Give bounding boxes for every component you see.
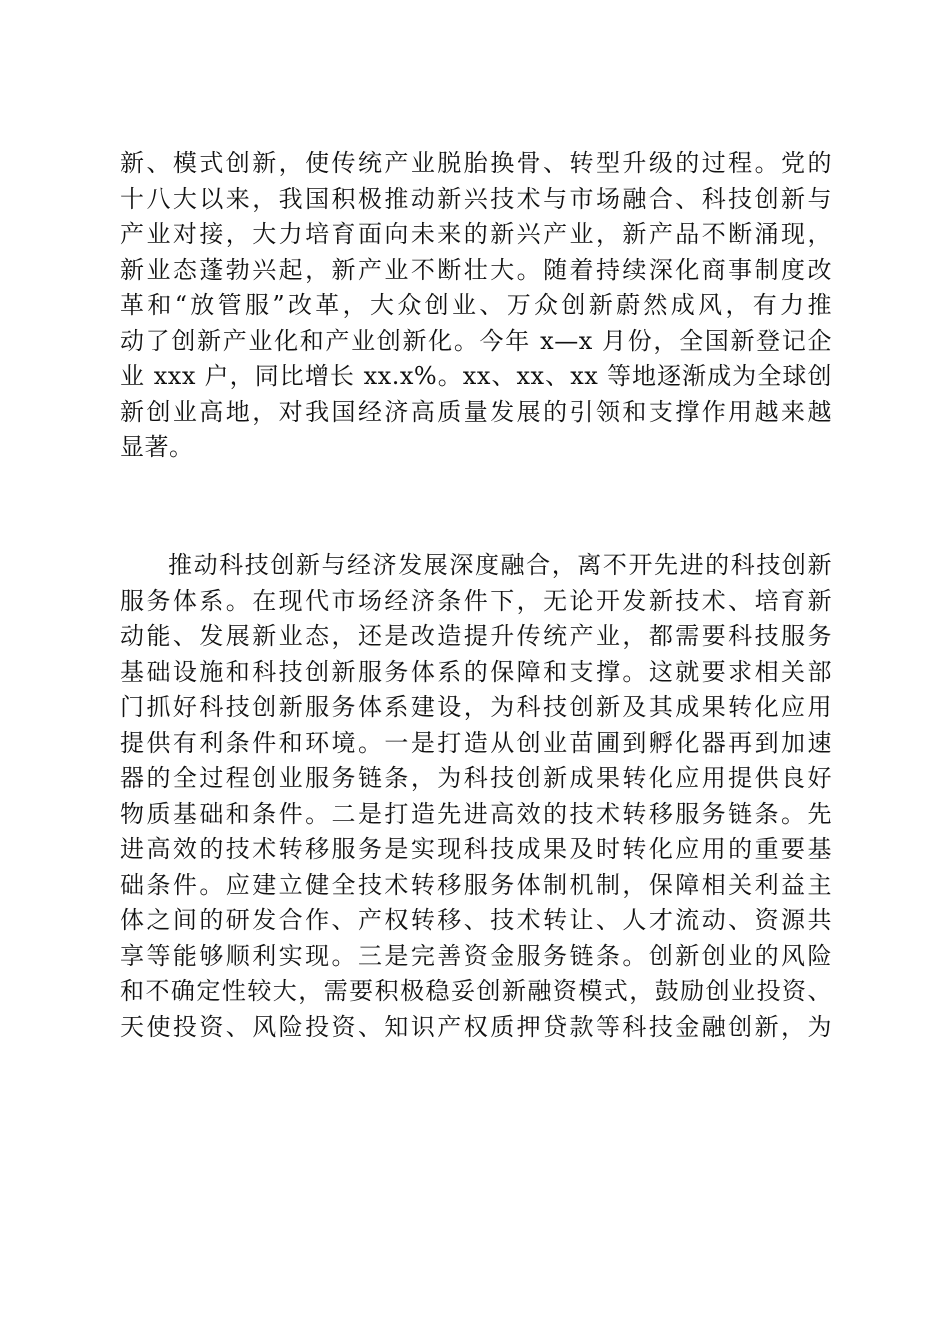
paragraph-line: 新、模式创新，使传统产业脱胎换骨、转型升级的过程。党的 (120, 149, 832, 177)
paragraph-line: 十八大以来，我国积极推动新兴技术与市场融合、科技创新与 (120, 184, 832, 213)
paragraph-line: 服务体系。在现代市场经济条件下，无论开发新技术、培育新 (120, 586, 832, 615)
paragraph-first-line: 推动科技创新与经济发展深度融合，离不开先进的科技创新 (168, 551, 832, 579)
paragraph-line: 业 xxx 户，同比增长 xx.x%。xx、xx、xx 等地逐渐成为全球创 (120, 362, 832, 390)
paragraph-line: 体之间的研发合作、产权转移、技术转让、人才流动、资源共 (120, 906, 832, 934)
paragraph-line: 革和“放管服”改革，大众创业、万众创新蔚然成风，有力推 (120, 291, 832, 319)
paragraph-line: 新业态蓬勃兴起，新产业不断壮大。随着持续深化商事制度改 (120, 255, 832, 284)
paragraph-line: 基础设施和科技创新服务体系的保障和支撑。这就要求相关部 (120, 657, 832, 686)
paragraph-line: 动了创新产业化和产业创新化。今年 x—x 月份，全国新登记企 (120, 326, 832, 355)
paragraph-line: 础条件。应建立健全技术转移服务体制机制，保障相关利益主 (120, 870, 832, 899)
paragraph-line: 器的全过程创业服务链条，为科技创新成果转化应用提供良好 (120, 764, 832, 792)
paragraph-continuation (120, 146, 832, 466)
paragraph-line: 进高效的技术转移服务是实现科技成果及时转化应用的重要基 (120, 835, 832, 863)
paragraph-line: 门抓好科技创新服务体系建设，为科技创新及其成果转化应用 (120, 693, 832, 721)
paragraph-line: 显著。 (120, 433, 194, 461)
paragraph-line: 天使投资、风险投资、知识产权质押贷款等科技金融创新，为 (120, 1012, 832, 1041)
paragraph-line: 享等能够顺利实现。三是完善资金服务链条。创新创业的风险 (120, 941, 832, 970)
paragraph-line: 提供有利条件和环境。一是打造从创业苗圃到孵化器再到加速 (120, 728, 832, 757)
paragraph-line: 新创业高地，对我国经济高质量发展的引领和支撑作用越来越 (120, 397, 832, 426)
paragraph-science-service-system (120, 548, 832, 1045)
paragraph-line: 产业对接，大力培育面向未来的新兴产业，新产品不断涌现， (120, 220, 832, 248)
paragraph-line: 物质基础和条件。二是打造先进高效的技术转移服务链条。先 (120, 799, 832, 828)
paragraph-line: 和不确定性较大，需要积极稳妥创新融资模式，鼓励创业投资、 (120, 977, 832, 1005)
paragraph-line: 动能、发展新业态，还是改造提升传统产业，都需要科技服务 (120, 622, 832, 650)
